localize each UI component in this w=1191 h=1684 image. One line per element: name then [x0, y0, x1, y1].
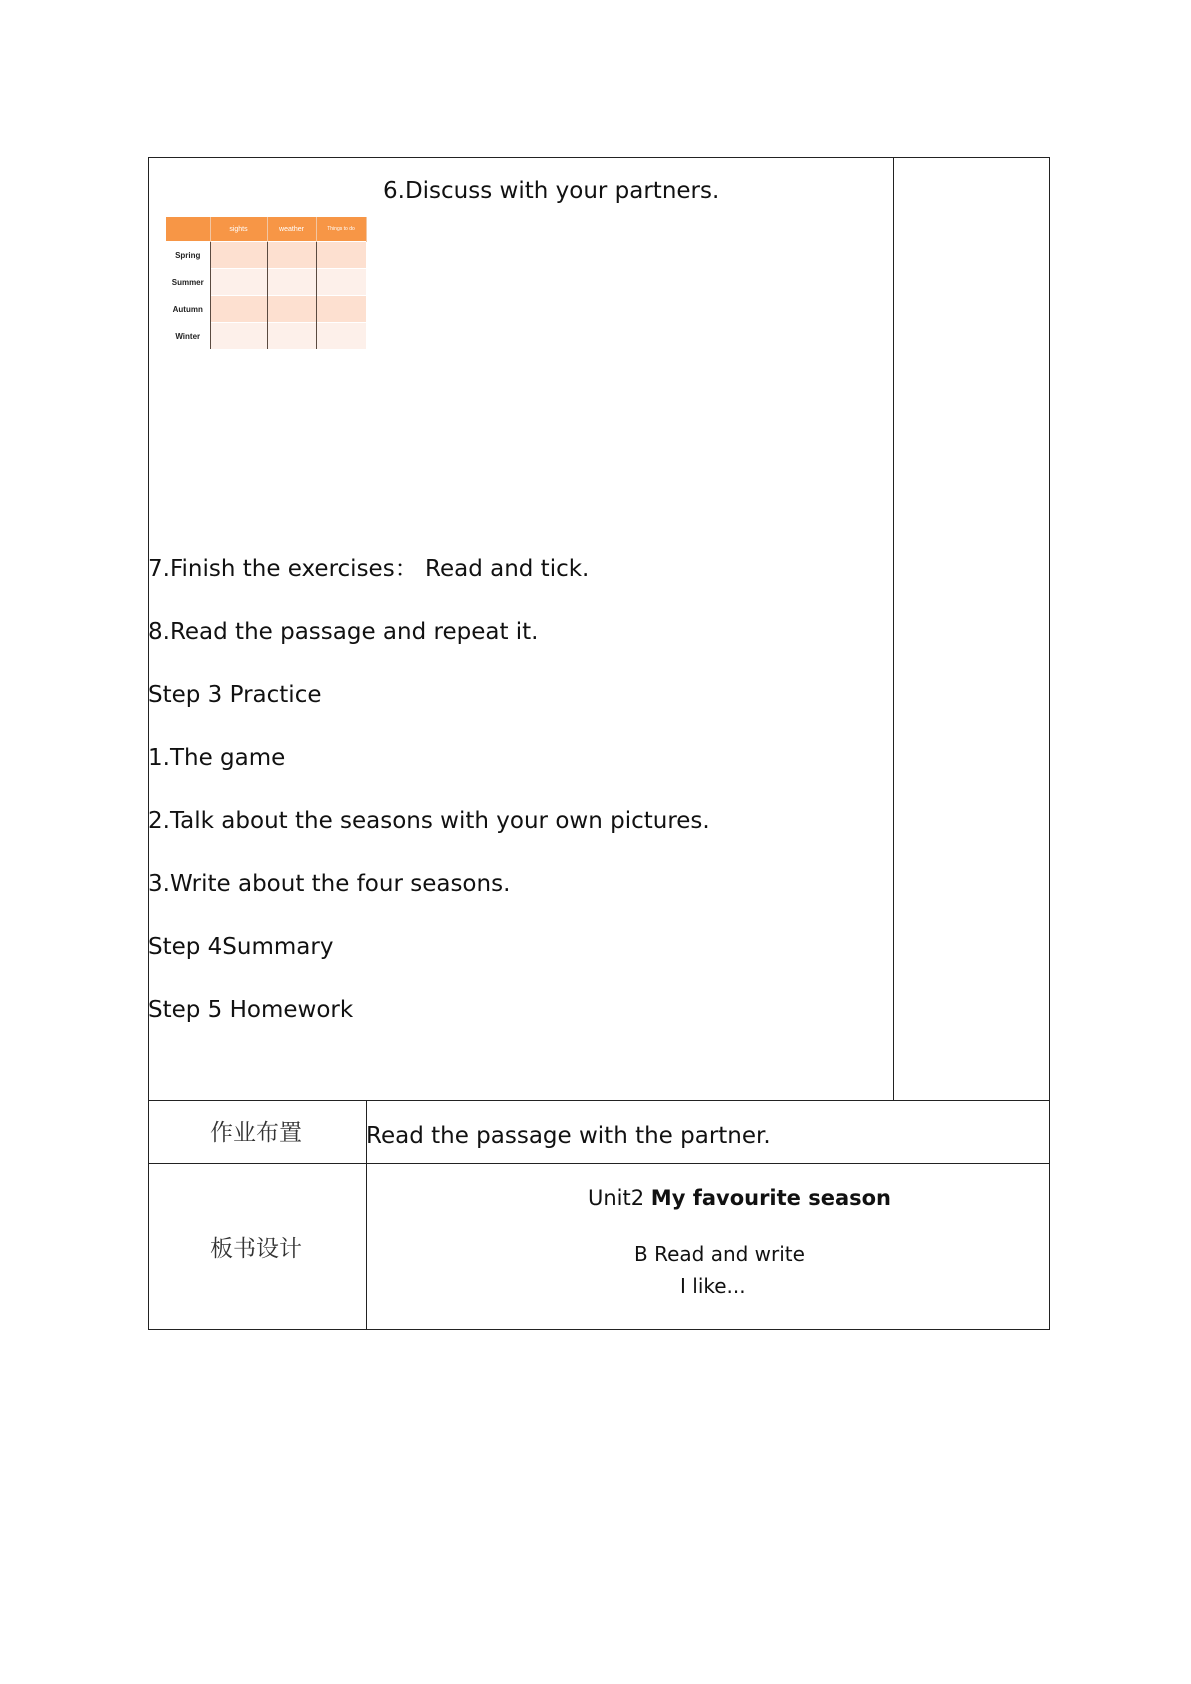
- step-4-heading: Step 4Summary: [148, 934, 334, 960]
- season-table-corner: [166, 217, 210, 242]
- season-table-cell: [316, 242, 366, 269]
- step-3-heading: Step 3 Practice: [148, 682, 322, 708]
- season-table-cell: [267, 323, 316, 350]
- season-table-image: [166, 217, 367, 349]
- step-5-heading: Step 5 Homework: [148, 997, 354, 1023]
- season-table-cell: [267, 242, 316, 269]
- season-table-cell: [316, 269, 366, 296]
- season-table-row-spring: Spring: [166, 242, 210, 269]
- season-table-col-things: Things to do: [316, 217, 366, 242]
- notes-column-divider: [893, 157, 894, 1100]
- season-table-row-summer: Summer: [166, 269, 210, 296]
- homework-row-top: [148, 1100, 1050, 1101]
- season-table-col-sights: sights: [210, 217, 267, 242]
- board-line-i-like: I like...: [680, 1274, 746, 1298]
- season-table-cell: [210, 296, 267, 323]
- season-table-cell: [210, 323, 267, 350]
- season-table-row-winter: Winter: [166, 323, 210, 350]
- board-unit-prefix: Unit2: [588, 1186, 645, 1210]
- practice-3-write: 3.Write about the four seasons.: [148, 871, 511, 897]
- item-7-exercises: 7.Finish the exercises： Read and tick.: [148, 556, 590, 582]
- season-table-cell: [267, 269, 316, 296]
- season-table-cell: [267, 296, 316, 323]
- board-line-read-write: B Read and write: [634, 1242, 805, 1266]
- season-table-col-weather: weather: [267, 217, 316, 242]
- board-design-label: 板书设计: [210, 1236, 302, 1262]
- item-8-read-passage: 8.Read the passage and repeat it.: [148, 619, 539, 645]
- board-unit-title: [588, 1184, 891, 1212]
- season-table-cell: [210, 269, 267, 296]
- homework-text: Read the passage with the partner.: [366, 1123, 771, 1149]
- season-table-cell: [316, 323, 366, 350]
- season-table-row-autumn: Autumn: [166, 296, 210, 323]
- practice-1-game: 1.The game: [148, 745, 286, 771]
- season-table-cell: [316, 296, 366, 323]
- board-row-top: [148, 1163, 1050, 1164]
- practice-2-talk: 2.Talk about the seasons with your own pictures.: [148, 808, 710, 834]
- season-table-cell: [210, 242, 267, 269]
- board-unit-name: My favourite season: [650, 1186, 892, 1210]
- item-6-discuss: 6.Discuss with your partners.: [383, 178, 720, 204]
- homework-label: 作业布置: [210, 1120, 302, 1146]
